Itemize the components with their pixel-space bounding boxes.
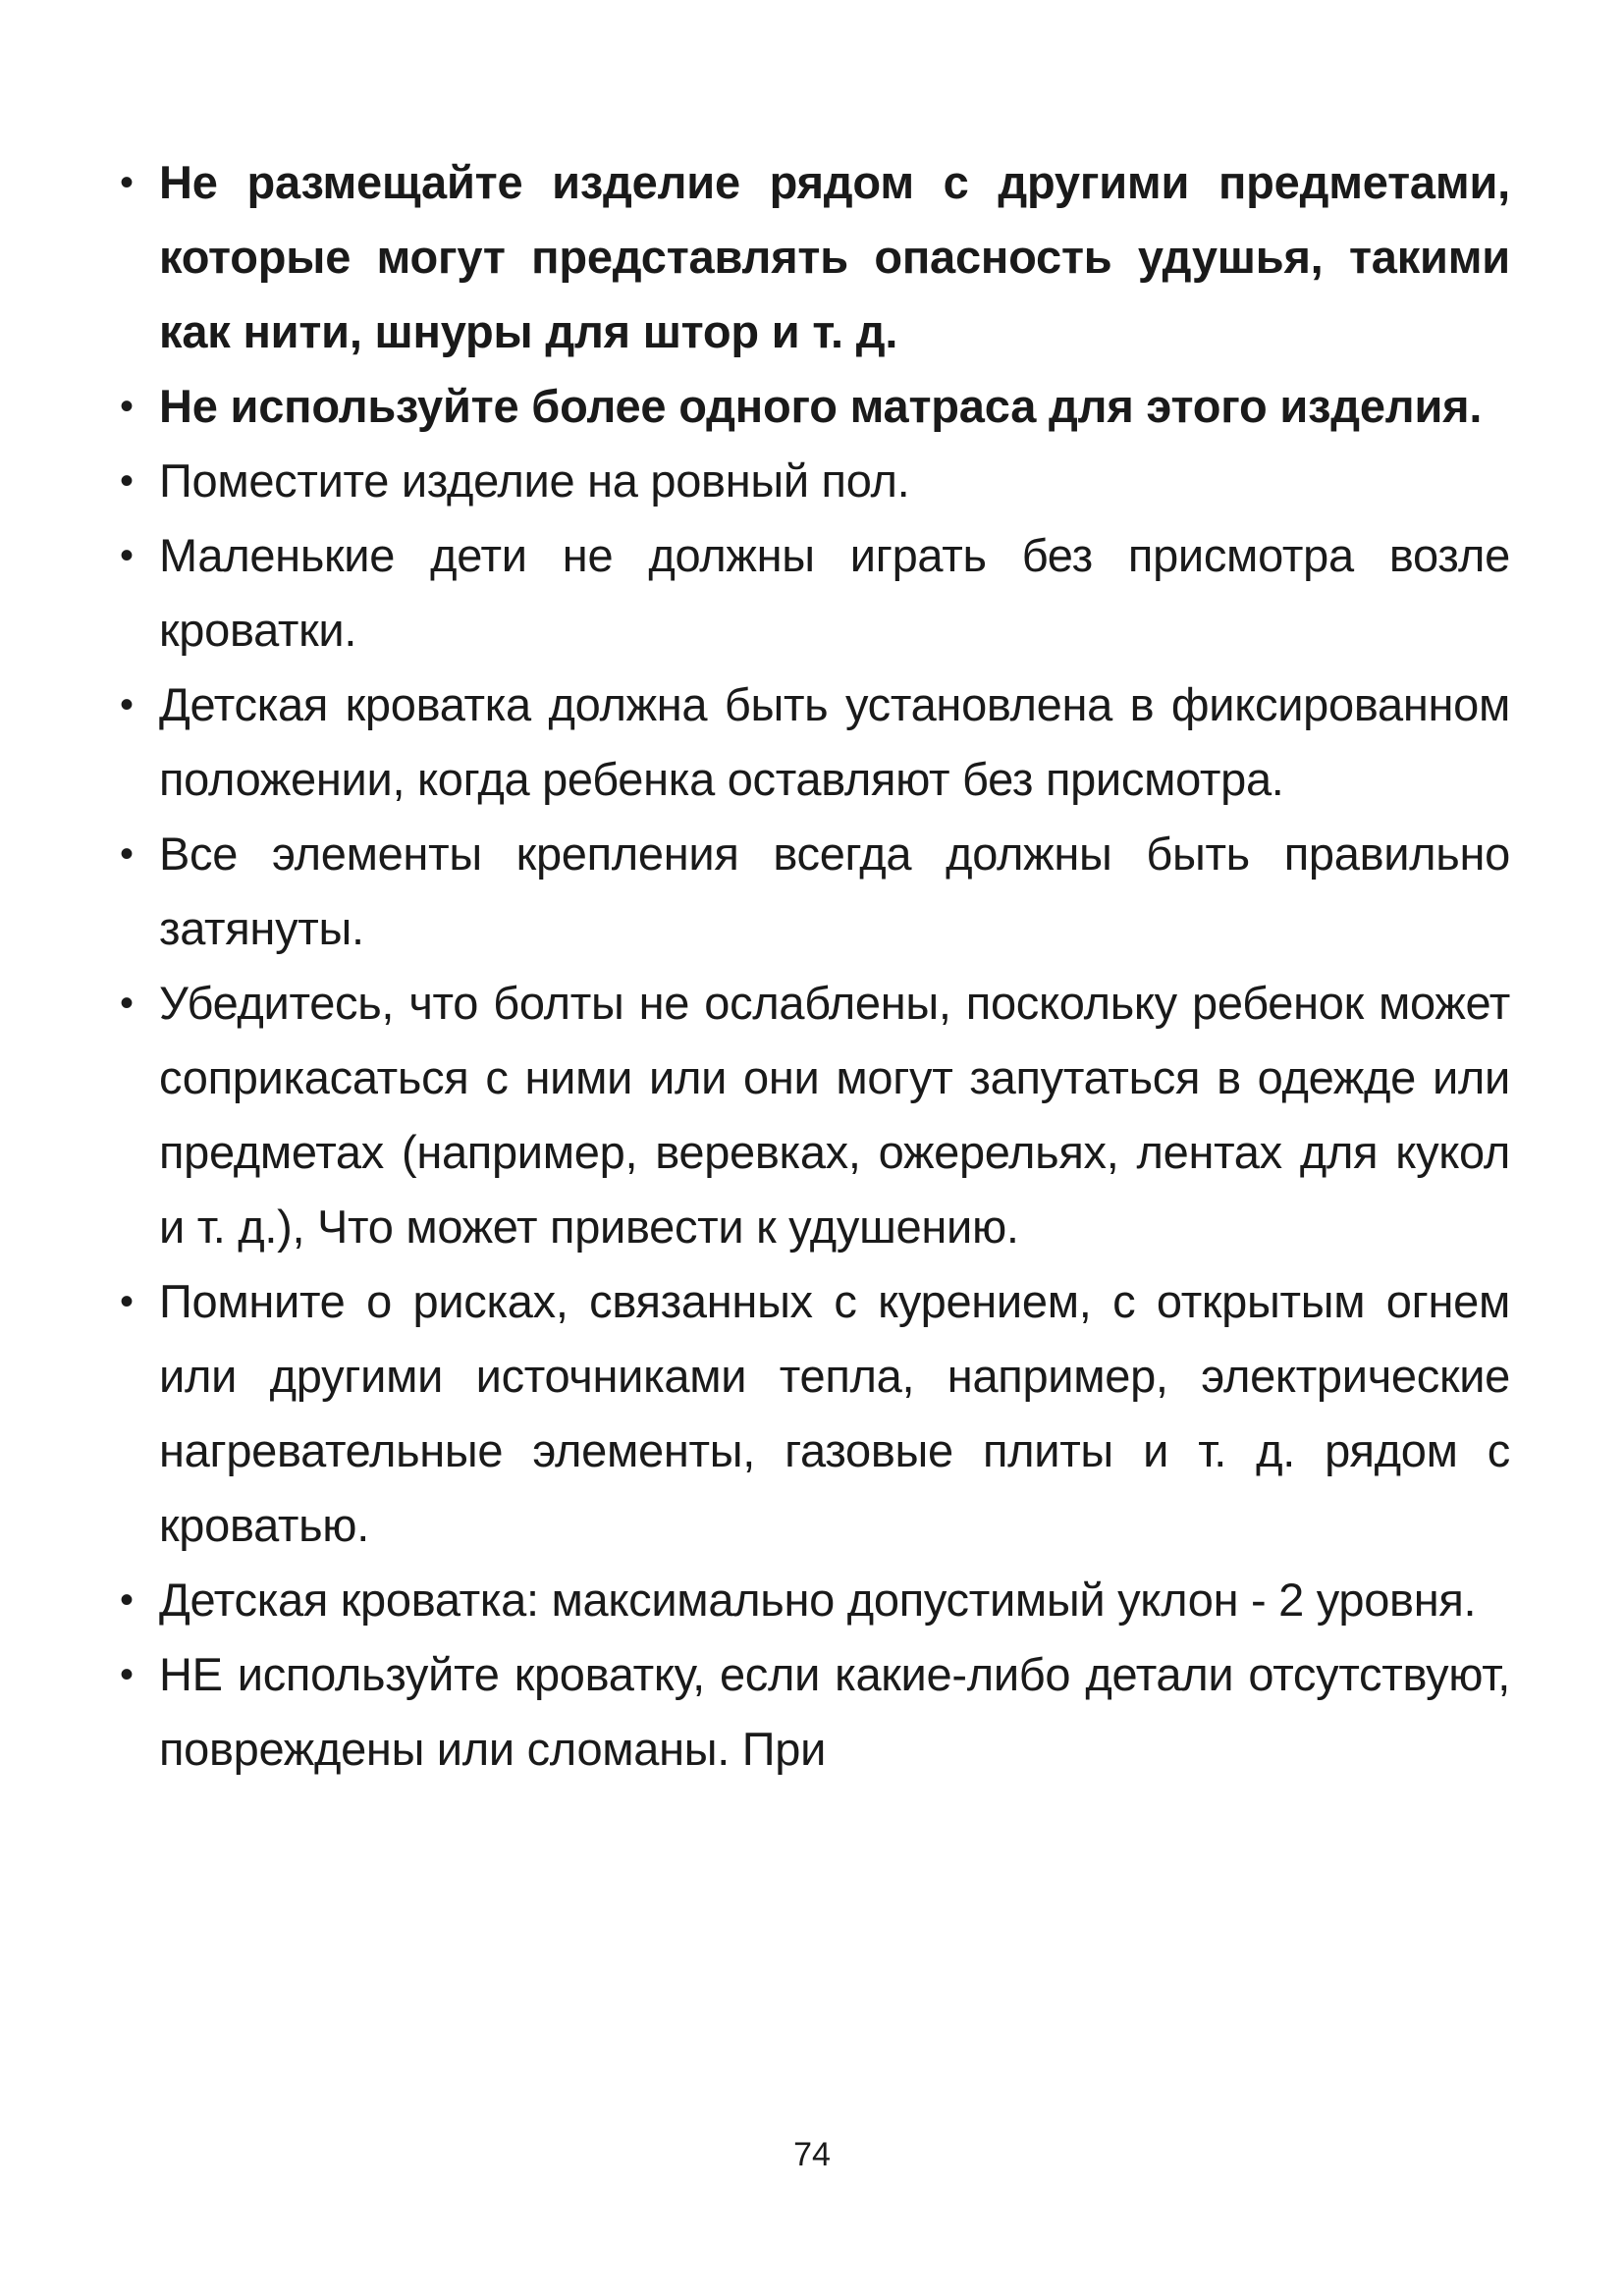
list-item-text: Не размещайте изделие рядом с другими предметами, которые могут представлять опасность удушья, такими как нити, шнуры для штор и т. д. bbox=[159, 156, 1510, 357]
list-item bbox=[116, 145, 1510, 369]
list-item-text: Все элементы крепления всегда должны быть правильно затянуты. bbox=[159, 828, 1510, 954]
bullet-icon: • bbox=[120, 832, 134, 876]
list-item-text: Маленькие дети не должны играть без присмотра возле кроватки. bbox=[159, 529, 1510, 656]
list-item bbox=[116, 1563, 1510, 1637]
list-item bbox=[116, 1637, 1510, 1787]
list-item-text: Не используйте более одного матраса для этого изделия. bbox=[159, 380, 1483, 432]
bullet-icon: • bbox=[120, 1280, 134, 1323]
bullet-icon: • bbox=[120, 1578, 134, 1622]
list-item bbox=[116, 667, 1510, 817]
bullet-icon: • bbox=[120, 982, 134, 1025]
bullet-icon: • bbox=[120, 161, 134, 204]
safety-instructions-list bbox=[116, 145, 1510, 1787]
list-item bbox=[116, 966, 1510, 1264]
bullet-icon: • bbox=[120, 385, 134, 428]
list-item bbox=[116, 817, 1510, 966]
bullet-icon: • bbox=[120, 1653, 134, 1696]
list-item-text: Детская кроватка должна быть установлена в фиксированном положении, когда ребенка оставляют без присмотра. bbox=[159, 678, 1510, 805]
bullet-icon: • bbox=[120, 459, 134, 503]
bullet-icon: • bbox=[120, 683, 134, 726]
list-item-text: Детская кроватка: максимально допустимый уклон - 2 уровня. bbox=[159, 1574, 1477, 1626]
list-item-text: НЕ используйте кроватку, если какие-либо детали отсутствуют, повреждены или сломаны. При bbox=[159, 1648, 1510, 1775]
list-item bbox=[116, 444, 1510, 518]
list-item bbox=[116, 518, 1510, 667]
list-item-text: Помните о рисках, связанных с курением, с открытым огнем или другими источниками тепла, например, электрические нагревательные элементы, газовые плиты и т. д. рядом с кроватью. bbox=[159, 1275, 1510, 1551]
list-item bbox=[116, 369, 1510, 444]
bullet-icon: • bbox=[120, 534, 134, 577]
list-item-text: Убедитесь, что болты не ослаблены, поскольку ребенок может соприкасаться с ними или они могут запутаться в одежде или предметах (например, веревках, ожерельях, лентах для кукол и т. д.), Что может привести к удушению. bbox=[159, 977, 1510, 1253]
page-number: 74 bbox=[793, 2136, 831, 2173]
list-item-text: Поместите изделие на ровный пол. bbox=[159, 454, 910, 507]
list-item bbox=[116, 1264, 1510, 1563]
